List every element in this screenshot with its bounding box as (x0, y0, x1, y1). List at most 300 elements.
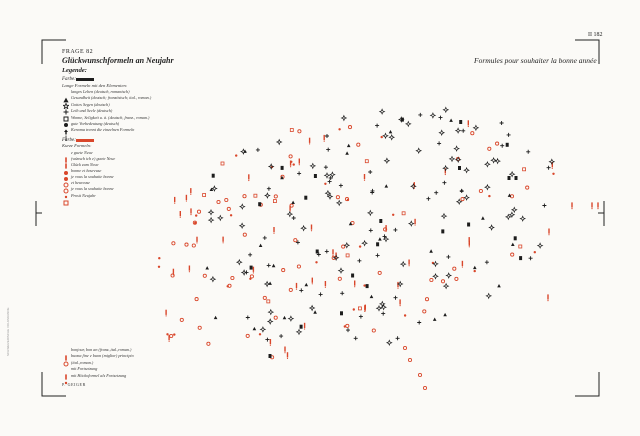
map-symbol (296, 283, 297, 290)
legend-item: e guete Neue (71, 149, 93, 155)
map-symbol (474, 125, 479, 130)
map-symbol (171, 274, 174, 277)
map-symbol (344, 325, 346, 327)
map-symbol (203, 194, 206, 197)
map-symbol (406, 122, 411, 127)
map-symbol (468, 120, 469, 127)
map-symbol (381, 312, 385, 316)
legend-item: Gesundheit (deutsch; französisch; ital., roman.) (71, 95, 152, 101)
map-symbol (297, 171, 301, 175)
map-symbol (534, 251, 536, 253)
map-symbol (377, 306, 382, 311)
map-symbol (292, 216, 296, 220)
question-number: FRAGE 82 (62, 49, 94, 55)
map-symbol (311, 225, 312, 232)
map-symbol (495, 159, 500, 164)
map-symbol (359, 315, 363, 319)
map-symbol (441, 229, 444, 233)
map-symbol (259, 244, 263, 247)
legend-item: bonne et heureuse (71, 168, 102, 174)
map-symbol (289, 155, 292, 158)
map-symbol (455, 277, 458, 280)
map-symbol (385, 184, 389, 187)
map-symbol (548, 229, 549, 236)
map-symbol (337, 201, 342, 206)
map-symbol (500, 121, 504, 125)
map-symbol (336, 196, 339, 199)
map-symbol (197, 210, 200, 213)
map-symbol (209, 210, 214, 215)
map-symbol (300, 325, 303, 329)
map-symbol (214, 316, 218, 319)
map-symbol (461, 129, 465, 133)
map-symbol (411, 184, 416, 189)
map-symbol (409, 221, 414, 226)
map-symbol (359, 245, 361, 247)
map-symbol (464, 168, 469, 173)
map-symbol (364, 174, 365, 181)
map-symbol (180, 211, 181, 218)
author-credit: P. GEIGER (62, 382, 86, 387)
map-symbol (314, 174, 317, 178)
map-symbol (325, 173, 330, 178)
map-symbol (231, 276, 234, 279)
map-symbol (297, 330, 302, 335)
legend-farbe-red: Farbe: (62, 137, 76, 143)
map-symbol (423, 386, 426, 389)
map-symbol (195, 298, 198, 301)
map-symbol (325, 134, 329, 138)
map-symbol (284, 347, 285, 354)
map-symbol (372, 329, 375, 332)
map-symbol (381, 136, 383, 138)
map-symbol (324, 165, 328, 169)
map-symbol (481, 216, 485, 219)
map-symbol (170, 334, 173, 337)
map-symbol (467, 223, 470, 227)
map-symbol (310, 306, 315, 311)
map-symbol (393, 228, 397, 232)
map-symbol (274, 195, 277, 198)
map-symbol (443, 107, 448, 112)
map-symbol (458, 166, 461, 170)
map-symbol (429, 249, 433, 252)
map-symbol (273, 200, 276, 203)
map-symbol (358, 307, 361, 310)
map-symbol (282, 269, 285, 272)
map-symbol (464, 195, 469, 200)
map-symbol (402, 212, 405, 215)
map-symbol (273, 227, 274, 234)
map-symbol (267, 263, 271, 267)
map-symbol (227, 285, 229, 287)
map-symbol (185, 243, 188, 246)
map-symbol (423, 310, 426, 313)
map-symbol (486, 294, 491, 299)
map-symbol (426, 197, 430, 201)
legend-item: et heureuse (71, 180, 91, 186)
map-symbol (258, 202, 261, 206)
map-symbol (376, 242, 379, 246)
map-symbol (379, 219, 382, 223)
map-symbol (444, 284, 449, 289)
map-symbol (353, 308, 355, 310)
map-symbol (299, 288, 303, 292)
map-symbol (218, 216, 223, 221)
map-symbol (439, 130, 444, 135)
map-symbol (316, 250, 319, 254)
legend-item: mit Fortsetzung (71, 366, 98, 372)
map-symbol (254, 194, 257, 197)
map-symbol (538, 243, 543, 248)
map-symbol (357, 143, 360, 146)
map-symbol (485, 260, 489, 264)
map-symbol (168, 335, 169, 342)
map-symbol (439, 116, 443, 120)
map-symbol (209, 218, 214, 223)
map-symbol (339, 184, 343, 188)
map-symbol (488, 195, 490, 197)
map-symbol (491, 158, 496, 163)
legend-item: je vous la souhaite bonne (71, 186, 114, 192)
map-symbol (351, 274, 354, 278)
map-symbol (514, 236, 517, 240)
map-symbol (571, 202, 572, 209)
map-symbol (192, 244, 195, 247)
map-symbol (304, 196, 307, 200)
map-symbol (446, 255, 450, 259)
map-symbol (461, 198, 464, 201)
map-symbol (293, 163, 295, 165)
map-symbol (389, 135, 394, 140)
map-symbol (399, 299, 400, 306)
map-symbol (434, 191, 438, 195)
map-symbol (508, 176, 511, 180)
map-symbol (294, 239, 297, 242)
map-symbol (158, 257, 160, 259)
map-symbol (394, 296, 398, 300)
map-symbol (485, 162, 490, 167)
legend-heading: Legende: (62, 67, 87, 74)
map-symbol (230, 214, 232, 216)
map-symbol (450, 157, 455, 162)
map-symbol (369, 228, 373, 232)
map-symbol (312, 278, 313, 285)
map-symbol (471, 132, 474, 135)
map-symbol (437, 141, 441, 145)
map-symbol (506, 143, 509, 147)
map-symbol (259, 333, 261, 335)
map-symbol (469, 241, 470, 248)
map-symbol (430, 278, 433, 281)
map-symbol (253, 327, 257, 330)
map-symbol (190, 188, 191, 195)
map-symbol (338, 128, 340, 130)
map-symbol (265, 193, 270, 198)
map-symbol (338, 277, 341, 280)
map-symbol (221, 162, 224, 165)
map-symbol (261, 327, 266, 332)
map-symbol (319, 292, 323, 296)
map-symbol (304, 323, 305, 330)
map-symbol (462, 261, 463, 268)
map-symbol (443, 166, 448, 171)
map-symbol (348, 126, 351, 129)
legend-black-heading: Lange Formeln mit den Elementen: (62, 82, 128, 88)
map-symbol (417, 321, 421, 325)
legend-item: Leib und Seele (deutsch) (71, 108, 113, 114)
map-symbol (267, 300, 270, 303)
map-symbol (240, 204, 245, 209)
legend-item: bonjour, bon an (franz.,ital.,roman.) (71, 347, 132, 352)
map-symbol (519, 245, 522, 248)
map-symbol (342, 116, 347, 121)
map-symbol (186, 195, 187, 202)
map-symbol (248, 174, 249, 181)
map-symbol (446, 273, 451, 278)
map-symbol (190, 208, 191, 215)
map-symbol (243, 195, 246, 198)
map-symbol (305, 283, 309, 286)
legend-item: gute Vorbedeutung (deutsch) (71, 121, 120, 126)
map-symbol (479, 189, 482, 192)
map-symbol (459, 120, 462, 124)
map-symbol (180, 318, 183, 321)
map-symbol (401, 118, 404, 122)
map-symbol (442, 181, 446, 185)
map-symbol (549, 159, 554, 164)
map-symbol (387, 340, 392, 345)
map-symbol (290, 161, 291, 168)
map-symbol (414, 219, 415, 226)
map-symbol (511, 253, 514, 256)
map-symbol (326, 148, 330, 152)
map-symbol (376, 253, 380, 257)
map-symbol (315, 261, 317, 263)
map-symbol (460, 189, 464, 193)
map-symbol (473, 266, 477, 269)
map-symbol (389, 130, 393, 133)
map-symbol (267, 187, 271, 191)
map-symbol (442, 214, 447, 219)
map-symbol (173, 333, 175, 335)
map-symbol (196, 237, 197, 244)
map-symbol (289, 316, 294, 321)
map-symbol (512, 207, 517, 212)
map-symbol (158, 266, 160, 268)
legend-item: buona fine e buon (miglior) principio (71, 353, 134, 359)
map-symbol (485, 185, 490, 190)
map-symbol (597, 202, 598, 209)
map-symbol (339, 268, 344, 273)
map-symbol (227, 207, 230, 210)
map-symbol (526, 186, 529, 189)
legend-item: Wonne, Seligkeit u. ä. (deutsch, franz., roman.) (71, 114, 150, 120)
map-symbol (165, 310, 166, 317)
legend-item: Prosit Neujahr (71, 192, 96, 198)
map-symbol (365, 160, 368, 163)
map-symbol (368, 211, 373, 216)
map-symbol (349, 222, 353, 225)
legend-farbe-black: Farbe: (62, 77, 76, 82)
map-symbol (194, 222, 196, 224)
map-symbol (401, 262, 406, 267)
map-symbol (403, 346, 406, 349)
map-symbol (345, 151, 349, 154)
map-symbol (297, 265, 300, 268)
map-symbol (496, 142, 499, 145)
map-symbol (542, 204, 546, 208)
map-symbol (408, 358, 411, 361)
map-title-french: Formules pour souhaiter la bonne année (474, 56, 597, 65)
map-symbol (375, 124, 379, 128)
map-symbol (281, 166, 284, 170)
map-symbol (489, 225, 494, 230)
map-symbol (256, 148, 260, 152)
map-symbol (408, 260, 409, 267)
map-symbol (325, 249, 329, 253)
sheet-number: II 182 (588, 32, 603, 38)
map-symbol (362, 241, 367, 246)
map-symbol (250, 275, 253, 278)
map-symbol (166, 333, 168, 335)
map-symbol (340, 291, 344, 295)
map-symbol (397, 282, 398, 289)
map-symbol (212, 174, 215, 178)
map-symbol (443, 313, 447, 316)
map-symbol (511, 243, 515, 246)
map-symbol (298, 130, 301, 133)
map-symbol (441, 280, 444, 283)
legend-item: langes Leben (deutsch, romanisch) (71, 89, 130, 94)
map-symbol (222, 237, 223, 244)
legend-item: (ital.,roman.) (71, 359, 94, 365)
map-symbol (547, 166, 551, 170)
map-symbol (245, 270, 249, 274)
map-symbol (523, 168, 526, 171)
map-symbol (253, 267, 254, 274)
map-symbol (354, 281, 355, 288)
map-symbol (370, 295, 374, 298)
map-symbol (310, 164, 315, 169)
map-symbol (520, 216, 525, 221)
map-symbol (172, 242, 175, 245)
map-symbol (217, 200, 220, 203)
map-symbol (366, 284, 369, 288)
map-symbol (207, 342, 210, 345)
map-symbol (287, 352, 288, 359)
legend-red-heading: Kurze Formeln: (62, 143, 92, 149)
map-symbol (277, 140, 282, 145)
map-symbol (268, 310, 273, 315)
map-symbol (240, 223, 245, 228)
map-symbol (404, 314, 406, 316)
map-symbol (283, 316, 287, 319)
map-symbol (392, 214, 394, 216)
map-symbol (552, 173, 554, 175)
map-symbol (195, 214, 197, 216)
map-symbol (269, 354, 272, 358)
map-symbol (380, 109, 385, 114)
map-symbol (507, 133, 511, 137)
map-symbol (519, 256, 522, 260)
map-symbol (474, 270, 476, 272)
map-symbol (246, 316, 250, 320)
legend-item: mit Höckoformel als Fortsetzung (71, 372, 127, 378)
legend-item: Glück zum Neue (71, 162, 99, 167)
map-symbol (497, 284, 501, 287)
map-symbol (449, 119, 453, 122)
map-symbol (274, 316, 277, 319)
legend-item: je vous la souhaite bonne (71, 174, 114, 180)
map-symbol (272, 264, 276, 267)
map-symbol (378, 237, 382, 240)
map-symbol (290, 129, 293, 132)
map-symbol (346, 254, 349, 257)
map-symbol (243, 233, 246, 236)
map-symbol (189, 266, 190, 273)
map-symbol (526, 150, 530, 154)
map-symbol (268, 319, 273, 324)
map-symbol (346, 324, 349, 327)
map-symbol (248, 253, 252, 257)
map-symbol (205, 266, 209, 269)
map-symbol (453, 267, 456, 270)
map-symbol (515, 176, 518, 180)
map-symbol (363, 284, 365, 286)
map-symbol (396, 336, 400, 340)
map-symbol (368, 170, 372, 174)
map-symbol (324, 135, 325, 142)
map-symbol (488, 147, 491, 150)
map-symbol (270, 339, 271, 346)
map-symbol (174, 197, 175, 204)
map-symbol (291, 201, 295, 204)
map-symbol (416, 148, 421, 153)
map-symbol (433, 318, 437, 321)
map-title-german: Glückwunschformeln an Neujahr (62, 56, 174, 65)
map-symbol (529, 256, 533, 260)
map-symbol (250, 266, 253, 270)
map-symbol (456, 128, 461, 133)
map-symbol (279, 334, 283, 338)
map-symbol (301, 226, 306, 231)
map-symbol (235, 154, 237, 156)
legend-item: Kenoma trennt die einzelnen Formeln (71, 127, 135, 133)
map-symbol (383, 133, 388, 138)
map-symbol (299, 159, 300, 166)
map-symbol (287, 212, 292, 217)
map-symbol (418, 113, 422, 117)
map-symbol (510, 172, 515, 177)
map-symbol (324, 183, 326, 185)
map-symbol (225, 198, 228, 201)
map-symbol (378, 271, 381, 274)
map-symbol (431, 113, 436, 118)
map-symbol (309, 138, 310, 145)
legend-item: (wünsch ich e) guete Neue (71, 155, 116, 161)
map-symbol (263, 296, 266, 299)
map-symbol (425, 298, 428, 301)
map-symbol (325, 281, 326, 288)
map-symbol (263, 236, 267, 240)
side-imprint: SCHWEIZERISCHE VOLKSKUNDE (6, 307, 10, 356)
map-symbol (211, 277, 216, 282)
map-symbol (237, 260, 242, 265)
map-symbol (418, 373, 421, 376)
legend-item: Gottes Segen (deutsch) (71, 101, 110, 107)
map-symbol (332, 249, 333, 256)
